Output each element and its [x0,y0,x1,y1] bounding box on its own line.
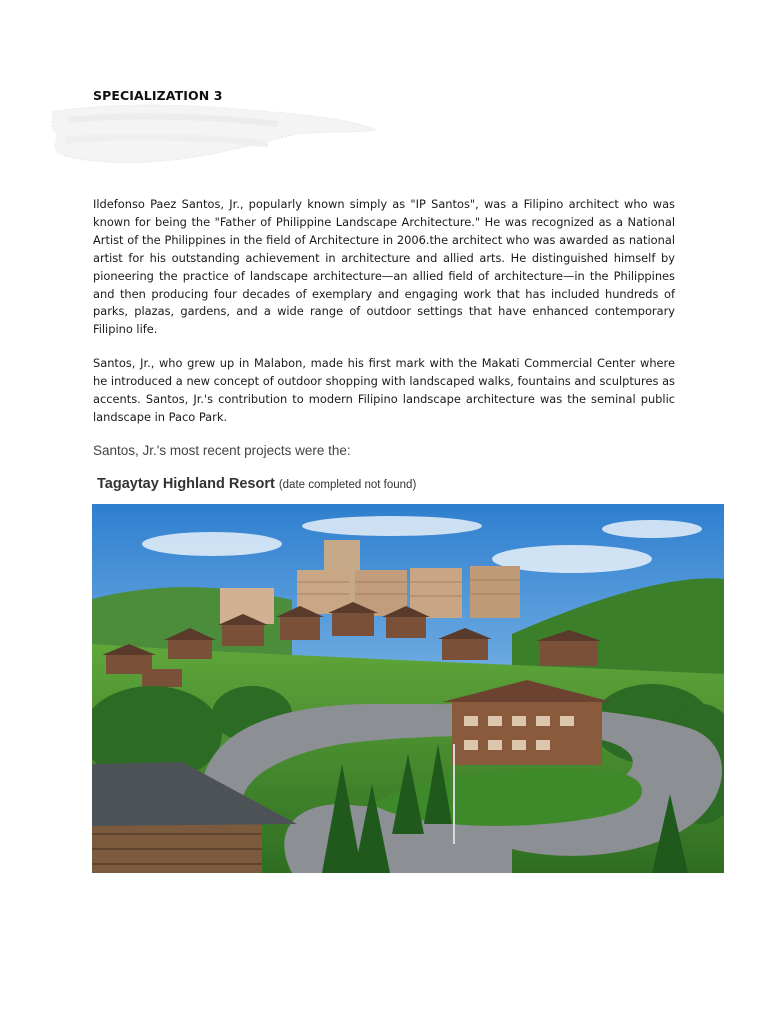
project-name: Tagaytay Highland Resort [97,476,275,492]
section-heading: SPECIALIZATION 3 [93,88,223,103]
project-date-note: (date completed not found) [278,479,417,491]
paragraph-early-work: Santos, Jr., who grew up in Malabon, made his first mark with the Makati Commercial Center where he introduced a new concept of outdoor shopping with landscaped walks, fountains and sculptures as accents. Santos, Jr.'s contribution to modern Filipino landscape architecture was the seminal public landscape in Paco Park. [93,356,675,424]
redaction-smudge [48,100,378,166]
projects-intro: Santos, Jr.'s most recent projects were the: [93,443,351,458]
project-title [97,476,416,492]
resort-photo [92,504,724,873]
resort-illustration [92,504,724,873]
paragraph-biography: Ildefonso Paez Santos, Jr., popularly known simply as "IP Santos", was a Filipino architect who was known for being the "Father of Philippine Landscape Architecture." He was recognized as a National Artist of the Philippines in the field of Architecture in 2006.the architect who was awarded as national artist for his outstanding achievement in architecture and allied arts. He distinguished himself by pioneering the practice of landscape architecture—an allied field of architecture—in the Philippines and then producing four decades of exemplary and engaging work that has included hundreds of parks, plazas, gardens, and a wide range of outdoor settings that have enhanced contemporary Filipino life. [93,197,675,337]
